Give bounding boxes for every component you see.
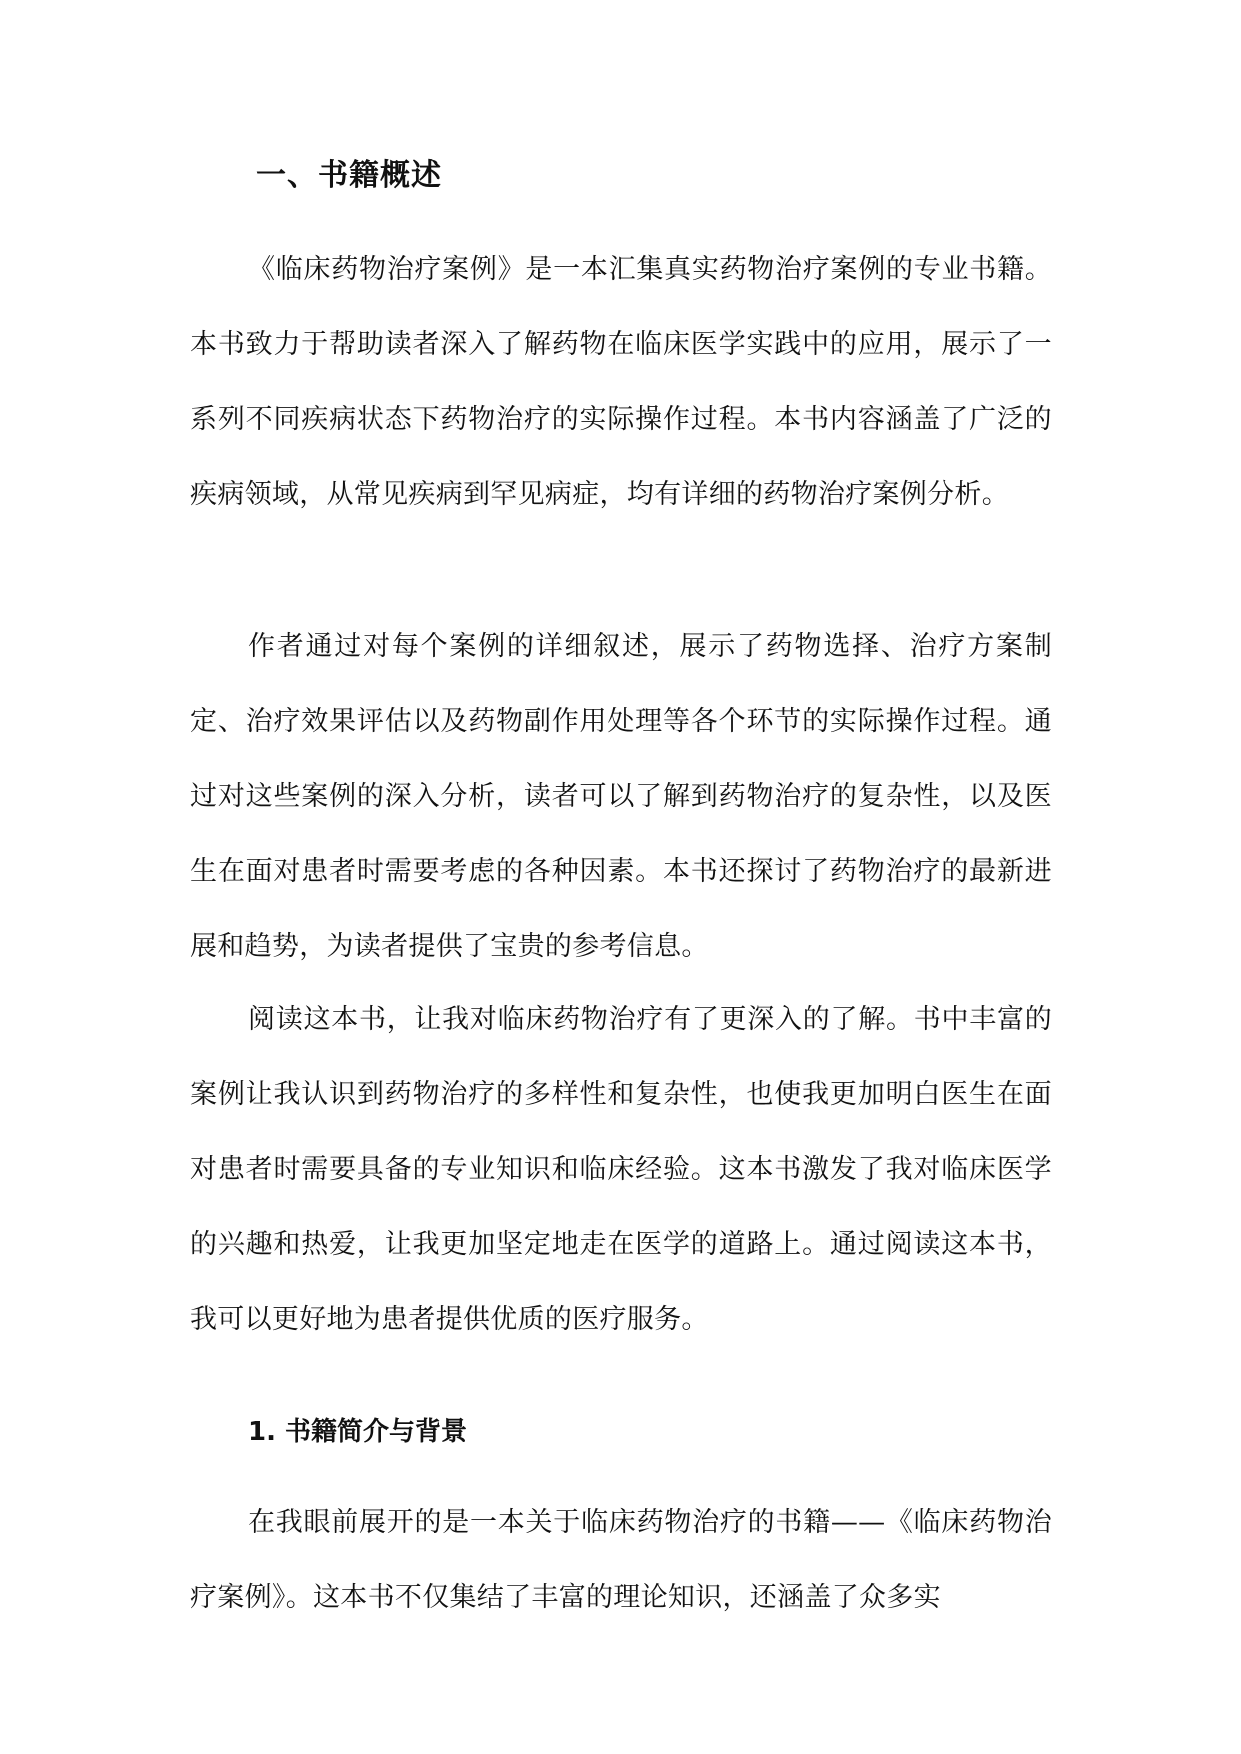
subsection-paragraph-1: 在我眼前展开的是一本关于临床药物治疗的书籍——《临床药物治疗案例》。这本书不仅集结了丰富的理论知识，还涵盖了众多实: [190, 1507, 1052, 1613]
section-heading: 一、书籍概述: [256, 158, 442, 193]
section-paragraph-1: 《临床药物治疗案例》是一本汇集真实药物治疗案例的专业书籍。本书致力于帮助读者深入了解药物在临床医学实践中的应用，展示了一系列不同疾病状态下药物治疗的实际操作过程。本书内容涵盖了广泛的疾病领域，从常见疾病到罕见病症，均有详细的药物治疗案例分析。: [190, 254, 1052, 510]
section-paragraph-3: 阅读这本书，让我对临床药物治疗有了更深入的了解。书中丰富的案例让我认识到药物治疗的多样性和复杂性，也使我更加明白医生在面对患者时需要具备的专业知识和临床经验。这本书激发了我对临床医学的兴趣和热爱，让我更加坚定地走在医学的道路上。通过阅读这本书，我可以更好地为患者提供优质的医疗服务。: [190, 1004, 1052, 1335]
section-paragraph-2: 作者通过对每个案例的详细叙述，展示了药物选择、治疗方案制定、治疗效果评估以及药物副作用处理等各个环节的实际操作过程。通过对这些案例的深入分析，读者可以了解到药物治疗的复杂性，以及医生在面对患者时需要考虑的各种因素。本书还探讨了药物治疗的最新进展和趋势，为读者提供了宝贵的参考信息。: [190, 631, 1052, 962]
subsection-heading: 1. 书籍简介与背景: [248, 1417, 468, 1447]
